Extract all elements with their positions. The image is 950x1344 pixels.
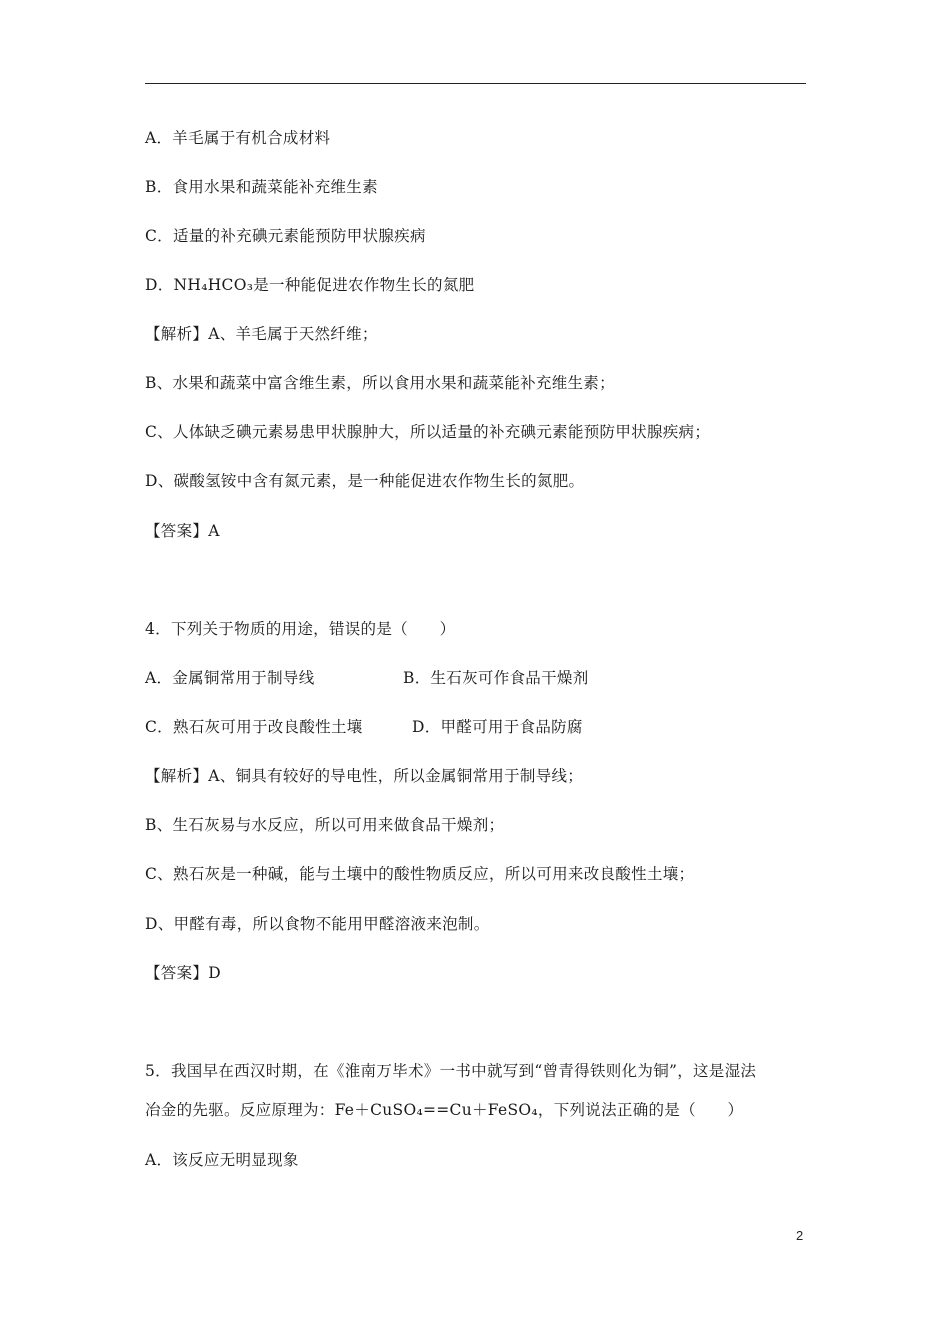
- q4-explanation-b: B、生石灰易与水反应，所以可用来做食品干燥剂；: [145, 816, 505, 834]
- q4-answer: 【答案】D: [145, 964, 221, 982]
- q3-option-a: A．羊毛属于有机合成材料: [145, 129, 331, 147]
- header-rule: [145, 83, 806, 84]
- q5-option-a: A．该反应无明显现象: [145, 1151, 299, 1169]
- q4-option-b: B．生石灰可作食品干燥剂: [403, 669, 589, 687]
- q3-explanation-b: B、水果和蔬菜中富含维生素，所以食用水果和蔬菜能补充维生素；: [145, 374, 615, 392]
- q5-stem-line-2: 冶金的先驱。反应原理为：Fe＋CuSO₄==Cu＋FeSO₄，下列说法正确的是（ ）: [145, 1101, 744, 1119]
- q3-explanation-a: 【解析】A、羊毛属于天然纤维；: [145, 325, 378, 343]
- q4-options-row-1: [145, 668, 589, 688]
- q5-stem-line-1: 5．我国早在西汉时期，在《淮南万毕术》一书中就写到“曾青得铁则化为铜”，这是湿法: [145, 1062, 757, 1080]
- q3-option-b: B．食用水果和蔬菜能补充维生素: [145, 178, 378, 196]
- page-number: 2: [796, 1228, 804, 1243]
- q4-stem: 4．下列关于物质的用途，错误的是（ ）: [145, 620, 456, 638]
- q3-explanation-d: D、碳酸氢铵中含有氮元素，是一种能促进农作物生长的氮肥。: [145, 472, 585, 490]
- q4-options-row-2: [145, 717, 583, 737]
- q4-option-c: C．熟石灰可用于改良酸性土壤: [145, 718, 363, 736]
- q4-explanation-a: 【解析】A、铜具有较好的导电性，所以金属铜常用于制导线；: [145, 767, 584, 785]
- q4-explanation-d: D、甲醛有毒，所以食物不能用甲醛溶液来泡制。: [145, 915, 490, 933]
- q3-option-c: C．适量的补充碘元素能预防甲状腺疾病: [145, 227, 426, 245]
- q4-explanation-c: C、熟石灰是一种碱，能与土壤中的酸性物质反应，所以可用来改良酸性土壤；: [145, 865, 695, 883]
- q4-option-d: D．甲醛可用于食品防腐: [412, 718, 583, 736]
- q3-explanation-c: C、人体缺乏碘元素易患甲状腺肿大，所以适量的补充碘元素能预防甲状腺疾病；: [145, 423, 711, 441]
- q3-answer: 【答案】A: [145, 522, 220, 540]
- q3-option-d: D．NH₄HCO₃是一种能促进农作物生长的氮肥: [145, 276, 475, 294]
- q4-option-a: A．金属铜常用于制导线: [145, 669, 315, 687]
